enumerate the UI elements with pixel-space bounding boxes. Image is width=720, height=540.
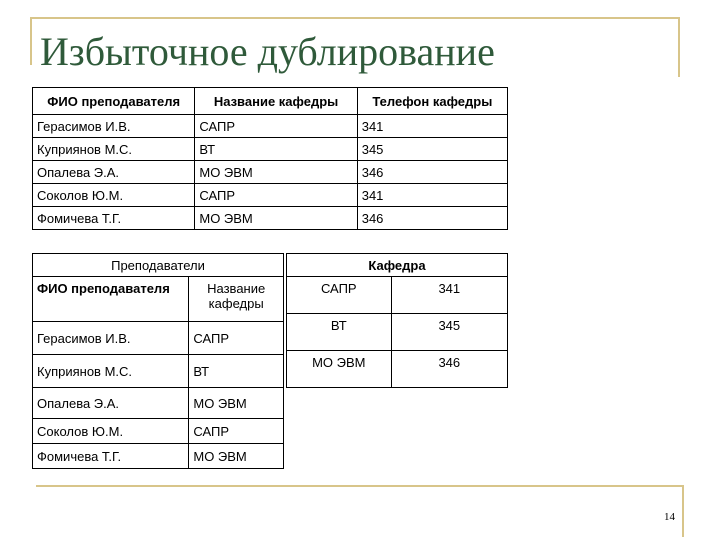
table-cell: 341 (357, 115, 507, 138)
header-cell: Название кафедры (189, 277, 284, 322)
header-cell: ФИО преподавателя (33, 88, 195, 115)
table-cell: Соколов Ю.М. (33, 184, 195, 207)
table-cell: Опалева Э.А. (33, 388, 189, 419)
header-cell: ФИО преподавателя (33, 277, 189, 322)
frame-line-bottom-right (682, 485, 684, 537)
table-header-row (33, 88, 508, 115)
table-cell: САПР (195, 115, 357, 138)
table-cell: МО ЭВМ (287, 351, 392, 388)
table-cell: Куприянов М.С. (33, 355, 189, 388)
table-cell: ВТ (195, 138, 357, 161)
frame-line-left (30, 17, 32, 65)
table-row (33, 138, 508, 161)
table-cell: 341 (391, 277, 507, 314)
table-cell: САПР (195, 184, 357, 207)
table-cell: МО ЭВМ (195, 207, 357, 230)
table-row (33, 388, 284, 419)
table-row (33, 161, 508, 184)
header-cell: Название кафедры (195, 88, 357, 115)
table-cell: Герасимов И.В. (33, 115, 195, 138)
table-cell: МО ЭВМ (189, 444, 284, 469)
table-cell: 341 (357, 184, 507, 207)
table-cell: САПР (189, 322, 284, 355)
table-row (33, 115, 508, 138)
departments-caption: Кафедра (287, 254, 508, 277)
page-number: 14 (664, 511, 675, 523)
table-cell: МО ЭВМ (195, 161, 357, 184)
table-cell: 345 (357, 138, 507, 161)
combined-table (32, 87, 508, 230)
table-cell: Фомичева Т.Г. (33, 207, 195, 230)
table-cell: Куприянов М.С. (33, 138, 195, 161)
frame-line-bottom (36, 485, 684, 487)
table-header-row (33, 277, 284, 322)
table-cell: САПР (189, 419, 284, 444)
teachers-table (32, 253, 284, 469)
frame-line-right (678, 17, 680, 77)
departments-table (286, 253, 508, 388)
table-row (287, 314, 508, 351)
frame-line-top (32, 17, 680, 19)
table-cell: САПР (287, 277, 392, 314)
table-cell: 346 (391, 351, 507, 388)
header-cell: Телефон кафедры (357, 88, 507, 115)
table-caption-row (33, 254, 284, 277)
table-row (33, 184, 508, 207)
table-cell: 346 (357, 207, 507, 230)
teachers-caption: Преподаватели (33, 254, 284, 277)
slide-title: Избыточное дублирование (40, 29, 495, 74)
table-cell: 345 (391, 314, 507, 351)
table-caption-row (287, 254, 508, 277)
table-row (33, 444, 284, 469)
table-cell: Фомичева Т.Г. (33, 444, 189, 469)
table-row (33, 207, 508, 230)
table-row (33, 355, 284, 388)
table-row (33, 419, 284, 444)
table-cell: 346 (357, 161, 507, 184)
table-cell: Опалева Э.А. (33, 161, 195, 184)
table-cell: Соколов Ю.М. (33, 419, 189, 444)
table-cell: ВТ (287, 314, 392, 351)
table-row (287, 277, 508, 314)
table-cell: ВТ (189, 355, 284, 388)
table-cell: МО ЭВМ (189, 388, 284, 419)
table-row (33, 322, 284, 355)
table-cell: Герасимов И.В. (33, 322, 189, 355)
table-row (287, 351, 508, 388)
